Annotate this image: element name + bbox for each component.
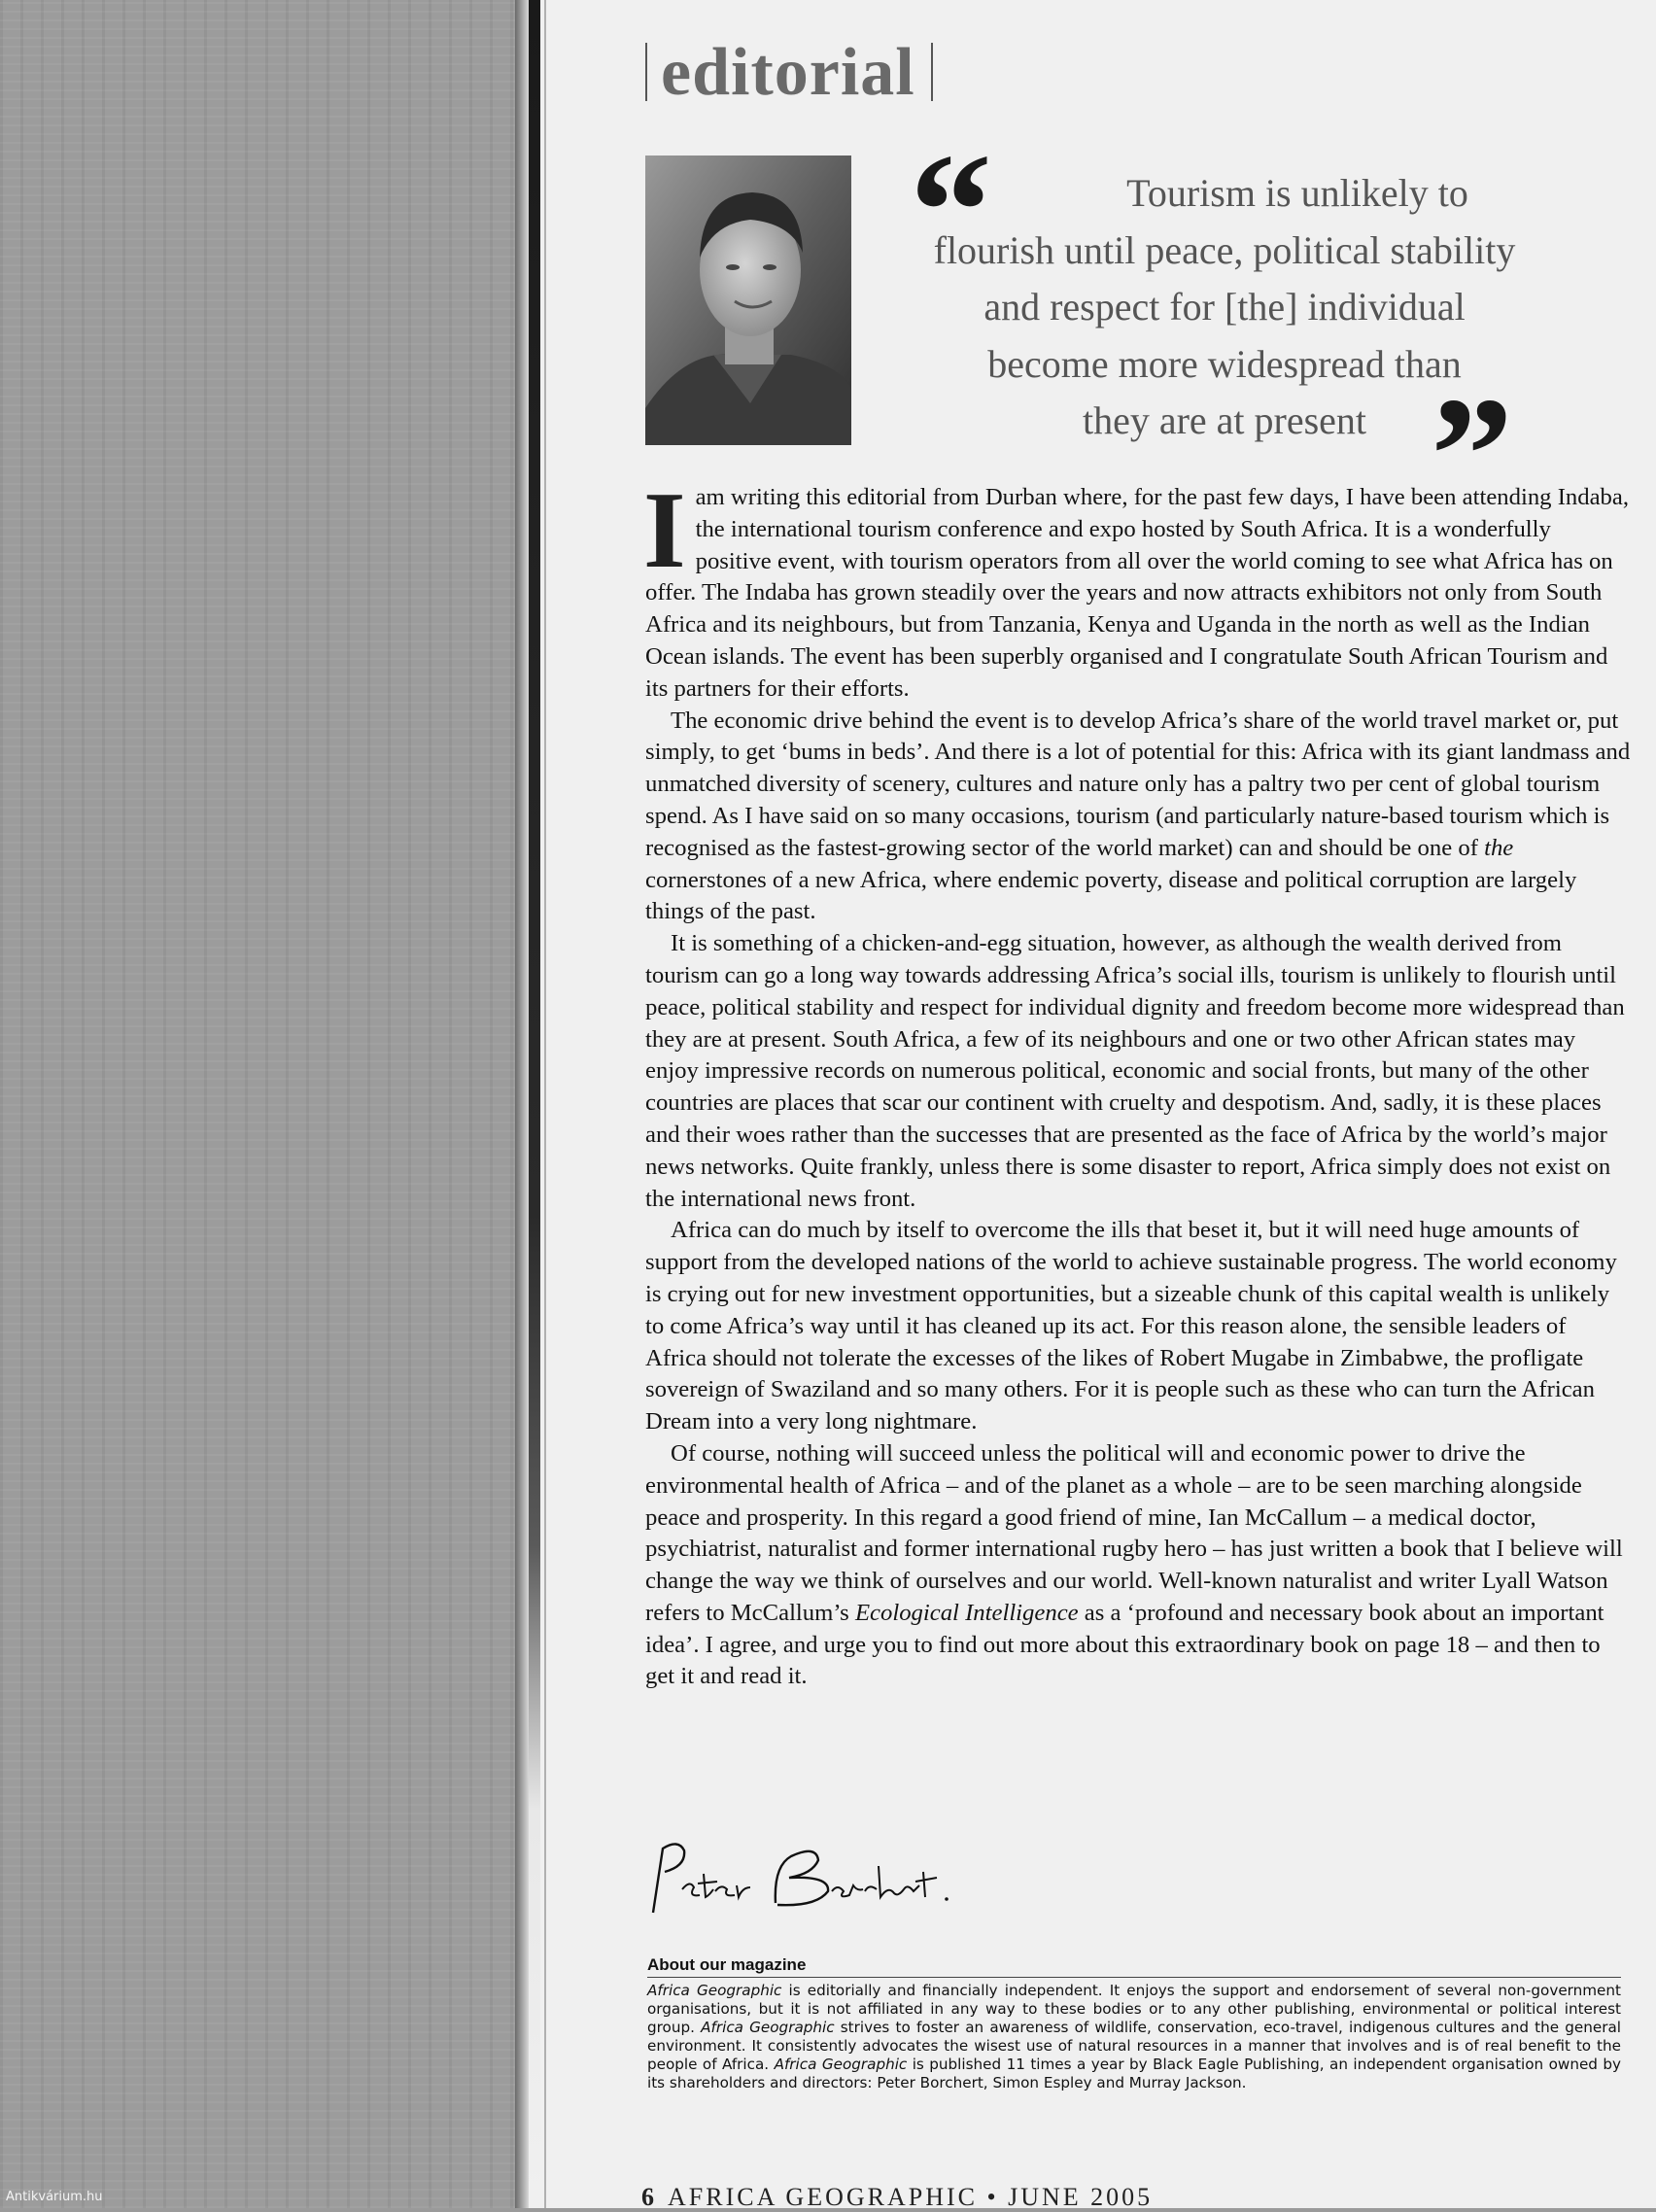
magazine-spine (529, 0, 540, 2208)
portrait-image (645, 156, 851, 445)
paragraph (645, 928, 1631, 1215)
paragraph-text: Of course, nothing will succeed unless the political will and economic power to drive the environmental health of Africa – and of the planet as a whole – are to be seen marching alongside peace and prosperity. In this regard a good friend of mine, Ian McCallum – a medical doctor, psychiatrist, naturalist and former international rugby hero – has just written a book that I believe will change the way we think of ourselves and our world. Well-known naturalist and writer Lyall Watson refers to McCallum’s (645, 1439, 1623, 1626)
paragraph-text: cornerstones of a new Africa, where endemic poverty, disease and political corruption are largely things of the past. (645, 866, 1577, 925)
paragraph-text: as a ‘profound and necessary book about an important idea’. I agree, and urge you to find out more about this extraordinary book on page 18 – and then to get it and read it. (645, 1599, 1604, 1690)
paragraph (645, 1438, 1631, 1693)
about-sentence: is editorially and financially independent. It enjoys the support and endorsement of several non-government organisations, but it is not affiliated in any way to these bodies or to any other publishing, environmental or political interest group. (647, 1982, 1621, 2036)
open-quote-mark: “ (910, 120, 992, 302)
paragraph (643, 470, 1631, 706)
about-box (647, 1955, 1621, 2092)
section-header (645, 35, 933, 110)
watermark: Antikvárium.hu (6, 2190, 103, 2204)
about-sentence: strives to foster an awareness of wildlife, conservation, eco-travel, indigenous cultures and the general environment. It consistently advocates the wisest use of natural resources in a manner that involves and is of real benefit to the people of Africa. (647, 2019, 1622, 2073)
paragraph-text: Africa can do much by itself to overcome the ills that beset it, but it will need huge amounts of support from the developed nations of the world to achieve sustainable progress. The world economy is crying out for new investment opportunities, but a sizeable chunk of this capital wealth is unlikely to come Africa’s way until it has cleaned up its act. For this reason alone, the sensible leaders of Africa should not tolerate the excesses of the likes of Robert Mugabe in Zimbabwe, the profligate sovereign of Swaziland and so many others. For it is people such as these who can turn the African Dream into a very long nightmare. (645, 1217, 1617, 1435)
pull-quote-line: flourish until peace, political stability (933, 227, 1516, 272)
signature (645, 1827, 966, 1924)
paragraph (645, 1215, 1631, 1438)
about-text (647, 1982, 1621, 2092)
pull-quote-line: become more widespread than (987, 341, 1462, 386)
signature-image (645, 1827, 966, 1924)
pull-quote-line: Tourism is unlikely to (1126, 171, 1468, 215)
editorial-body (643, 470, 1631, 1693)
page-number: 6 (641, 2183, 654, 2211)
section-title: editorial (661, 35, 915, 110)
magazine-name: Africa Geographic (647, 1982, 782, 1999)
page-gap (515, 0, 529, 2208)
emphasis: the (1484, 834, 1514, 861)
gutter-line (544, 0, 546, 2208)
drop-cap: I (643, 470, 686, 591)
paragraph-text: am writing this editorial from Durban where, for the past few days, I have been attending Indaba, the international tourism conference and expo hosted by South Africa. It is a wonderfully positive event, with tourism operators from all over the world coming to see what Africa has on offer. The Indaba has grown steadily over the years and now attracts exhibitors not only from South Africa and its neighbours, but from Tanzania, Kenya and Uganda in the north as well as the Indian Ocean islands. The event has been superbly organised and I congratulate South African Tourism and its partners for their efforts. (645, 484, 1630, 702)
pull-quote-line: they are at present (1082, 398, 1367, 442)
about-title: About our magazine (647, 1955, 1621, 1978)
author-portrait (645, 156, 851, 445)
paragraph (645, 706, 1631, 929)
running-title: AFRICA GEOGRAPHIC • JUNE 2005 (668, 2183, 1154, 2211)
magazine-name: Africa Geographic (701, 2019, 835, 2036)
close-quote-mark: ” (1431, 363, 1513, 546)
about-sentence: is published 11 times a year by Black Eagle Publishing, an independent organisation owned by its shareholders and directors: Peter Borchert, Simon Espley and Murray Jackson. (647, 2056, 1621, 2091)
paragraph-text: The economic drive behind the event is to develop Africa’s share of the world travel market or, put simply, to get ‘bums in beds’. And there is a lot of potential for this: Africa with its giant landmass and unmatched diversity of scenery, cultures and nature only has a paltry two per cent of global tourism spend. As I have said on so many occasions, tourism (and particularly nature-based tourism which is recognised as the fastest-growing sector of the world market) can and should be one of (645, 707, 1631, 861)
book-title: Ecological Intelligence (854, 1599, 1079, 1626)
facing-page-background (0, 0, 515, 2208)
paragraph-text: It is something of a chicken-and-egg situation, however, as although the wealth derived from tourism can go a long way towards addressing Africa’s social ills, tourism is unlikely to flourish until peace, political stability and respect for individual dignity and freedom become more widespread than they are at present. South Africa, a few of its neighbours and one or two other African states may enjoy impressive records on numerous political, economic and social fronts, but many of the other countries are places that scar our continent with cruelty and despotism. And, sadly, it is these places and their woes rather than the successes that are presented as the face of Africa by the world’s major news networks. Quite frankly, unless there is some disaster to report, Africa simply does not exist on the international news front. (645, 930, 1625, 1212)
pull-quote-line: and respect for [the] individual (983, 285, 1466, 328)
magazine-name: Africa Geographic (774, 2056, 908, 2073)
